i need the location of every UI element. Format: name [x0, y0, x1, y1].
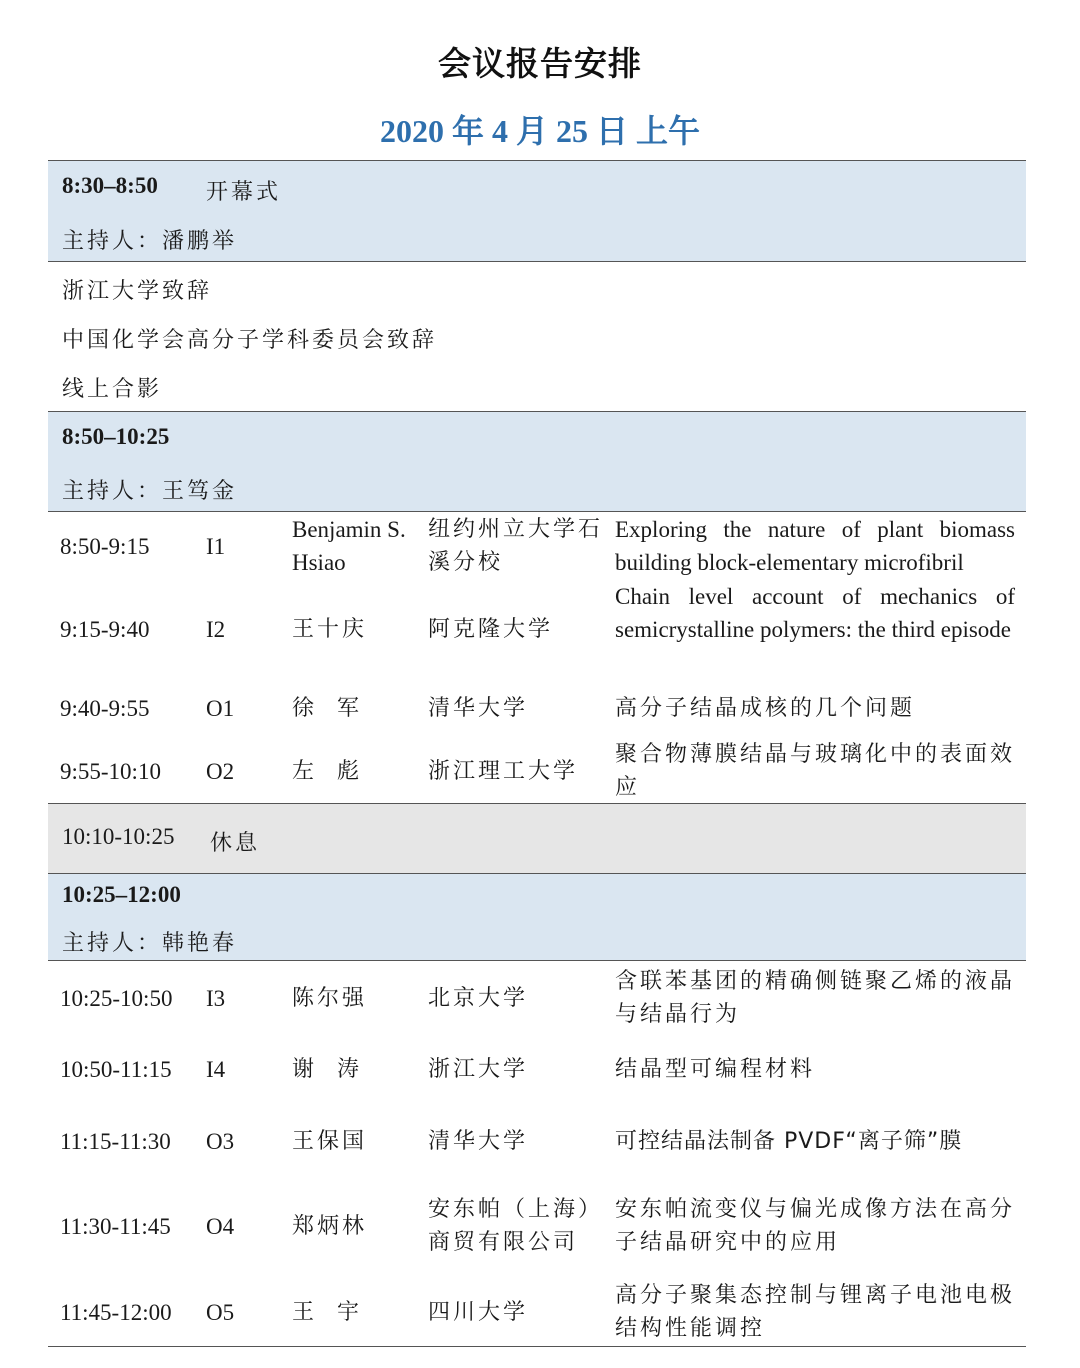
talk-code: O4 — [206, 1214, 235, 1239]
talk-title: 安东帕流变仪与偏光成像方法在高分子结晶研究中的应用 — [615, 1197, 1016, 1255]
opening-items — [48, 261, 1026, 411]
talk-time: 11:30-11:45 — [60, 1214, 171, 1239]
talk-code: O5 — [206, 1300, 235, 1325]
talk-speaker: 王保国 — [292, 1129, 368, 1154]
talk-time: 8:50-9:15 — [60, 534, 150, 559]
break-time: 10:10-10:25 — [62, 824, 175, 849]
talk-affiliation: 浙江理工大学 — [428, 759, 579, 784]
talk-affiliation: 安东帕（上海）商贸有限公司 — [428, 1197, 604, 1255]
session2-header-band — [48, 873, 1026, 960]
talk-affiliation: 纽约州立大学石溪分校 — [428, 517, 604, 575]
talk-title: 高分子聚集态控制与锂离子电池电极结构性能调控 — [615, 1283, 1016, 1341]
talk-speaker: 王 宇 — [292, 1300, 362, 1325]
talk-affiliation: 清华大学 — [428, 696, 529, 721]
page-title: 会议报告安排 — [438, 44, 642, 83]
talk-time: 10:25-10:50 — [60, 986, 173, 1011]
talk-title: Exploring the nature of plant biomass building block-elementary microfibril — [615, 517, 1015, 575]
break-band — [48, 803, 1026, 873]
talk-time: 11:15-11:30 — [60, 1129, 171, 1154]
session1-header-band — [48, 411, 1026, 511]
schedule-date: 2020 年 4 月 25 日 上午 — [379, 113, 700, 149]
talk-code: O3 — [206, 1129, 235, 1154]
talk-time: 9:55-10:10 — [60, 759, 161, 784]
talk-speaker: 王十庆 — [292, 617, 368, 642]
break-label: 休息 — [210, 831, 261, 856]
talk-code: O2 — [206, 759, 235, 784]
opening-host: 主持人：潘鹏举 — [62, 229, 238, 254]
talk-title: 结晶型可编程材料 — [615, 1057, 816, 1082]
session2-host: 主持人：韩艳春 — [62, 931, 238, 956]
talk-title: 聚合物薄膜结晶与玻璃化中的表面效应 — [615, 742, 1016, 800]
talk-code: I4 — [206, 1057, 226, 1082]
session1-host: 主持人：王笃金 — [62, 479, 238, 504]
talk-title: 含联苯基团的精确侧链聚乙烯的液晶与结晶行为 — [615, 969, 1016, 1027]
session1-talks — [48, 511, 1026, 803]
session1-time: 8:50–10:25 — [62, 424, 170, 449]
opening-header-band — [48, 160, 1026, 261]
talk-speaker: 徐 军 — [292, 696, 362, 721]
opening-time: 8:30–8:50 — [62, 173, 158, 198]
opening-item: 中国化学会高分子学科委员会致辞 — [62, 328, 438, 353]
talk-time: 11:45-12:00 — [60, 1300, 172, 1325]
talk-code: I2 — [206, 617, 226, 642]
talk-title: 高分子结晶成核的几个问题 — [615, 696, 916, 721]
talk-speaker: 谢 涛 — [292, 1057, 362, 1082]
talk-affiliation: 清华大学 — [428, 1129, 529, 1154]
talk-speaker: Benjamin S. Hsiao — [292, 517, 406, 575]
talk-code: O1 — [206, 696, 235, 721]
talk-speaker: 陈尔强 — [292, 986, 368, 1011]
talk-time: 9:15-9:40 — [60, 617, 150, 642]
talk-title: Chain level account of mechanics of semicrystalline polymers: the third episode — [615, 584, 1015, 642]
talk-code: I1 — [206, 534, 226, 559]
session2-talks — [48, 960, 1026, 1346]
schedule-table — [48, 160, 1026, 1346]
talk-affiliation: 浙江大学 — [428, 1057, 529, 1082]
talk-speaker: 左 彪 — [292, 759, 362, 784]
talk-time: 10:50-11:15 — [60, 1057, 172, 1082]
session2-time: 10:25–12:00 — [62, 882, 181, 907]
talk-speaker: 郑炳林 — [292, 1214, 368, 1239]
opening-item: 线上合影 — [62, 377, 163, 402]
opening-label: 开幕式 — [206, 180, 282, 205]
table-bottom-rule — [48, 1346, 1026, 1347]
talk-title: 可控结晶法制备 PVDF“离子筛”膜 — [615, 1129, 963, 1154]
talk-affiliation: 阿克隆大学 — [428, 617, 554, 642]
talk-code: I3 — [206, 986, 226, 1011]
talk-affiliation: 四川大学 — [428, 1300, 529, 1325]
talk-time: 9:40-9:55 — [60, 696, 150, 721]
talk-affiliation: 北京大学 — [428, 986, 529, 1011]
opening-item: 浙江大学致辞 — [62, 279, 213, 304]
